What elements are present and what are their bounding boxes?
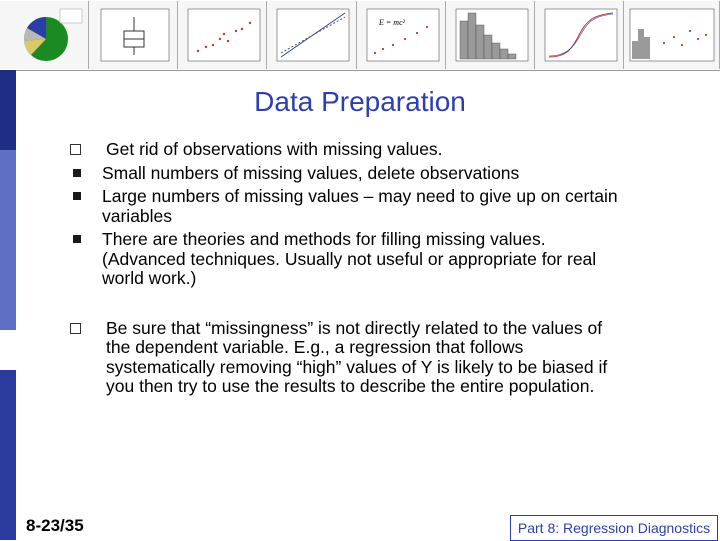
probability-plot-thumbnail <box>267 1 356 69</box>
footer-section-label: Part 8: Regression Diagnostics <box>510 515 718 541</box>
sidebar-segment <box>0 370 16 540</box>
sidebar-segment <box>0 330 16 370</box>
bullet-text: Be sure that “missingness” is not directly related to the values of the dependent variable. E.g., a regression that follows systematically removing “high” values of Y is likely to be biased if you then try to use the results to describe the entire population. <box>106 317 608 396</box>
scatter-plot-thumbnail <box>178 1 267 69</box>
sub-bullet-text: Large numbers of missing values – may need to give up on certain variables <box>102 186 618 226</box>
sub-bullet-text: Small numbers of missing values, delete observations <box>102 162 520 183</box>
sub-bullet-item <box>70 164 630 184</box>
kernel-density-thumbnail <box>357 1 446 69</box>
formula-text: E = mc² <box>378 18 405 27</box>
filled-square-bullet-icon <box>73 169 81 177</box>
hollow-square-bullet-icon <box>70 323 81 334</box>
filled-square-bullet-icon <box>73 235 81 243</box>
pie-chart-thumbnail <box>0 1 89 69</box>
slide-title: Data Preparation <box>254 86 466 117</box>
sub-bullet-text: There are theories and methods for filling missing values. (Advanced techniques. Usually not useful or appropriate for real world work.) <box>102 229 597 288</box>
decorative-sidebar <box>0 70 16 540</box>
hollow-square-bullet-icon <box>70 144 81 155</box>
bullet-text: Get rid of observations with missing values. <box>106 139 443 159</box>
sub-bullet-item <box>70 230 630 289</box>
bullet-item <box>70 140 630 160</box>
bullet-item <box>70 319 630 397</box>
sub-bullet-item <box>70 187 630 226</box>
page-number: 8-23/35 <box>26 516 84 535</box>
slide-body <box>70 140 630 397</box>
histogram-thumbnail <box>446 1 535 69</box>
cdf-plot-thumbnail <box>535 1 624 69</box>
residual-plot-thumbnail <box>624 1 720 69</box>
chart-thumbnail-banner <box>0 0 720 71</box>
box-plot-thumbnail <box>89 1 178 69</box>
sidebar-segment <box>0 150 16 330</box>
filled-square-bullet-icon <box>73 192 81 200</box>
